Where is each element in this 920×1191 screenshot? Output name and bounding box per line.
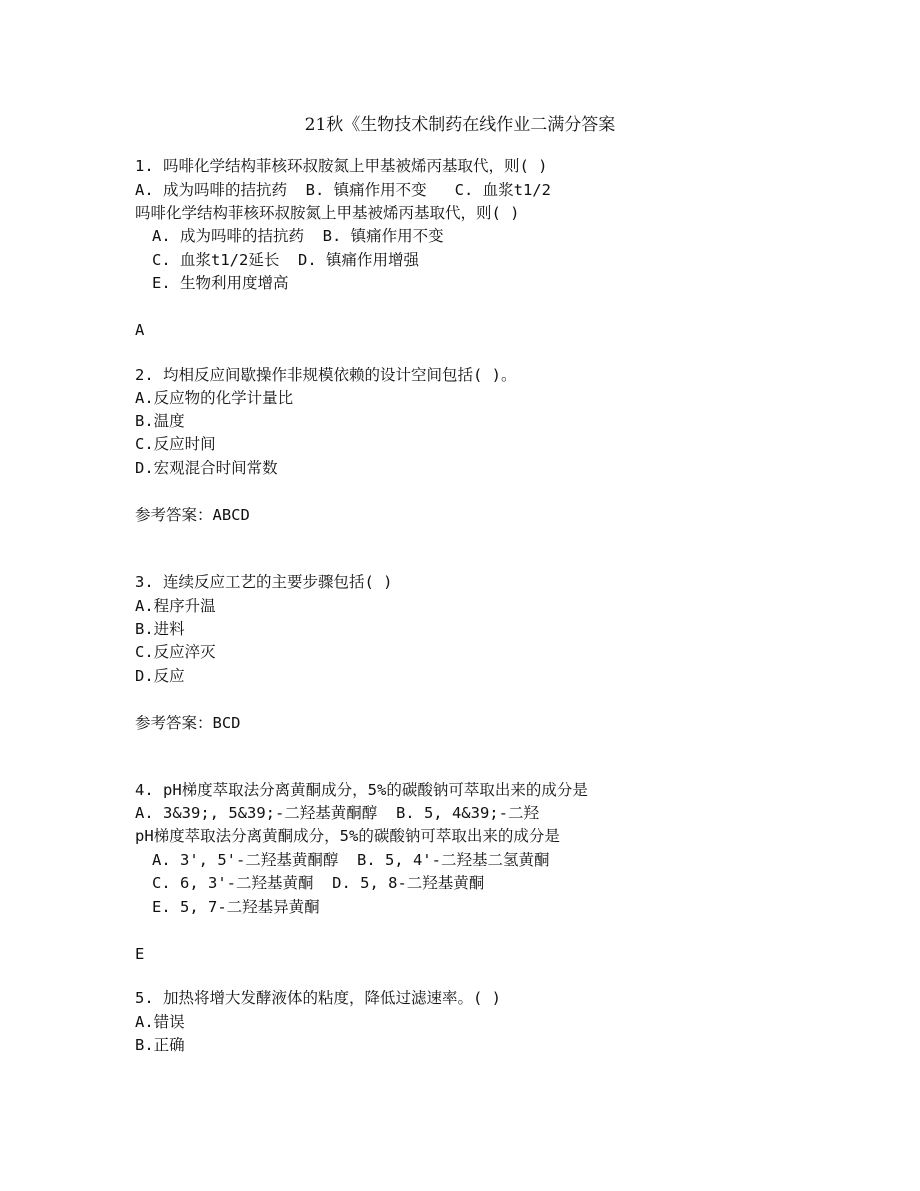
q5-option-a: A.错误 (135, 1013, 185, 1031)
q3-stem: 3. 连续反应工艺的主要步骤包括( ) (135, 573, 393, 591)
q4-answer: E (135, 945, 145, 963)
q2-option-c: C.反应时间 (135, 435, 216, 453)
q1-options-short: A. 成为吗啡的拮抗药 B. 镇痛作用不变 C. 血浆t1/2 (135, 181, 551, 199)
q3-option-c: C.反应淬灭 (135, 643, 216, 661)
q1-option-ab: A. 成为吗啡的拮抗药 B. 镇痛作用不变 (152, 227, 444, 245)
q5-stem: 5. 加热将增大发酵液体的粘度，降低过滤速率。( ) (135, 989, 501, 1007)
q4-stem-repeat: pH梯度萃取法分离黄酮成分，5%的碳酸钠可萃取出来的成分是 (135, 827, 560, 845)
q3-option-b: B.进料 (135, 620, 185, 638)
q2-stem: 2. 均相反应间歇操作非规模依赖的设计空间包括( )。 (135, 366, 517, 384)
q3-answer: 参考答案：BCD (135, 714, 241, 732)
q3-option-d: D.反应 (135, 667, 185, 685)
q2-option-a: A.反应物的化学计量比 (135, 389, 294, 407)
q5-option-b: B.正确 (135, 1036, 185, 1054)
q3-option-a: A.程序升温 (135, 597, 216, 615)
q2-option-d: D.宏观混合时间常数 (135, 459, 278, 477)
q4-option-e: E. 5, 7-二羟基异黄酮 (152, 898, 320, 916)
q1-option-e: E. 生物利用度增高 (152, 274, 289, 292)
q2-option-b: B.温度 (135, 412, 185, 430)
q4-options-short: A. 3&39;, 5&39;-二羟基黄酮醇 B. 5, 4&39;-二羟 (135, 804, 539, 822)
q4-option-ab: A. 3', 5'-二羟基黄酮醇 B. 5, 4'-二羟基二氢黄酮 (152, 851, 550, 869)
q1-answer: A (135, 321, 145, 339)
q2-answer: 参考答案：ABCD (135, 506, 250, 524)
q1-stem: 1. 吗啡化学结构菲核环叔胺氮上甲基被烯丙基取代，则( ) (135, 157, 548, 175)
document-title: 21秋《生物技术制药在线作业二满分答案 (304, 115, 616, 135)
q1-option-cd: C. 血浆t1/2延长 D. 镇痛作用增强 (152, 251, 419, 269)
q4-stem: 4. pH梯度萃取法分离黄酮成分，5%的碳酸钠可萃取出来的成分是 (135, 781, 588, 799)
q4-option-cd: C. 6, 3'-二羟基黄酮 D. 5, 8-二羟基黄酮 (152, 874, 485, 892)
q1-stem-repeat: 吗啡化学结构菲核环叔胺氮上甲基被烯丙基取代，则( ) (135, 204, 520, 222)
